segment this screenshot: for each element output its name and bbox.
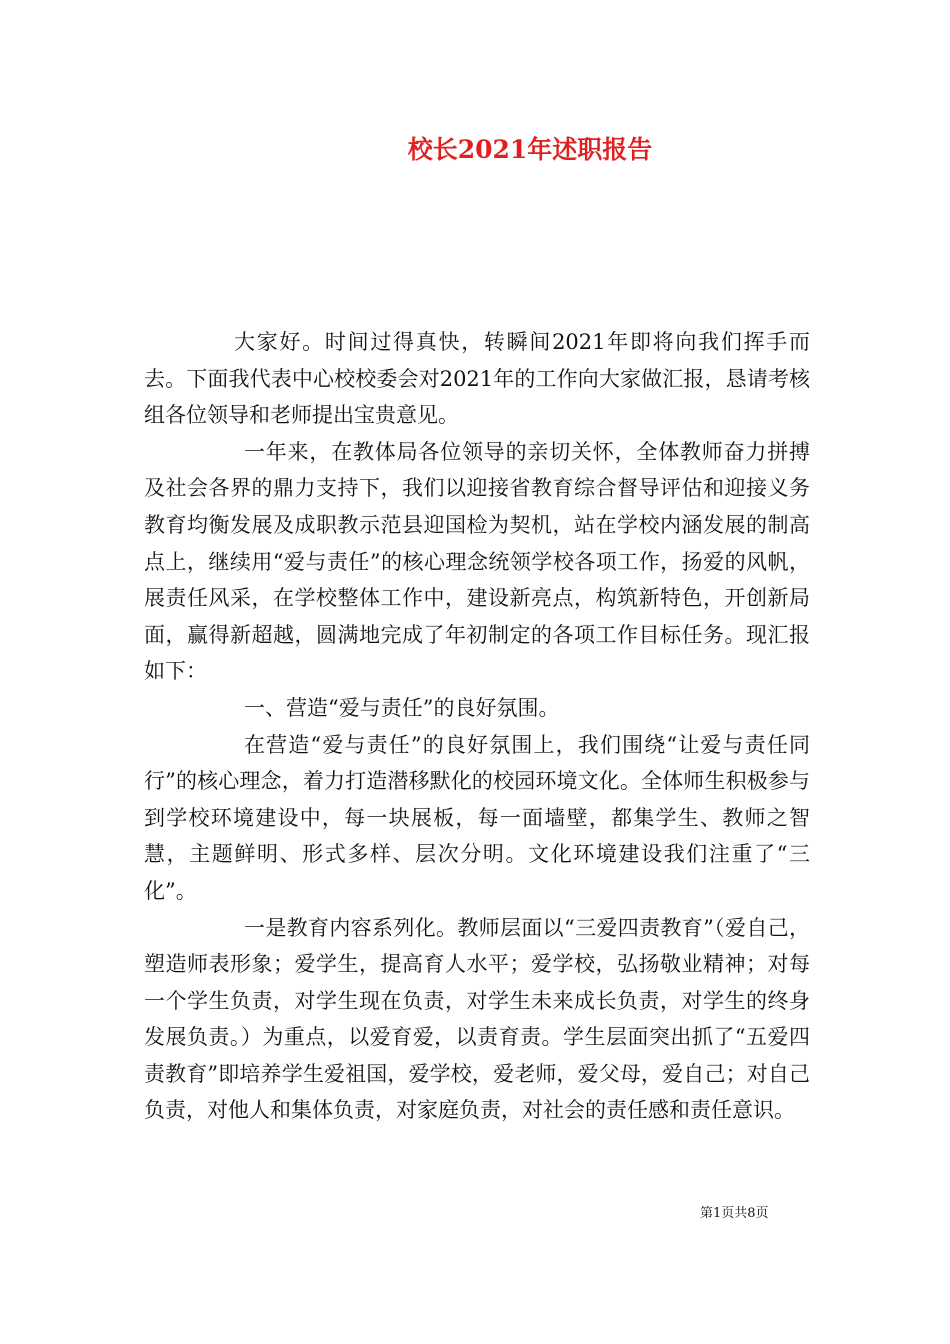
section-heading: 一、营造“爱与责任”的良好氛围。: [244, 695, 560, 720]
document-title: 校长2021年述职报告: [407, 135, 653, 164]
paragraph-overview: 一年来，在教体局各位领导的亲切关怀，全体教师奋力拼搏及社会各界的鼎力支持下，我们以迎接省教育综合督导评估和迎接义务教育均衡发展及成职教示范县迎国检为契机，站在学校内涵发展的制高点上，继续用“爱与责任”的核心理念统领学校各项工作，扬爱的风帆，展责任风采，在学校整体工作中，建设新亮点，构筑新特色，开创新局面，赢得新超越，圆满地完成了年初制定的各项工作目标任务。现汇报如下：: [144, 439, 810, 684]
paragraph-education-content: 一是教育内容系列化。教师层面以“三爱四责教育”（爱自己，塑造师表形象；爱学生，提高育人水平；爱学校，弘扬敬业精神；对每一个学生负责，对学生现在负责，对学生未来成长负责，对学生的终身发展负责。）为重点，以爱育爱，以责育责。学生层面突出抓了“五爱四责教育”即培养学生爱祖国，爱学校，爱老师，爱父母，爱自己；对自己负责，对他人和集体负责，对家庭负责，对社会的责任感和责任意识。: [144, 915, 810, 1123]
page-number: 第1页共8页: [700, 1206, 769, 1221]
document-body: [144, 324, 810, 1129]
paragraph-atmosphere: 在营造“爱与责任”的良好氛围上，我们围绕“让爱与责任同行”的核心理念，着力打造潜移默化的校园环境文化。全体师生积极参与到学校环境建设中，每一块展板，每一面墙壁，都集学生、教师之智慧，主题鲜明、形式多样、层次分明。文化环境建设我们注重了“三化”。: [144, 732, 810, 903]
paragraph-greeting: 大家好。时间过得真快，转瞬间2021年即将向我们挥手而去。下面我代表中心校校委会对2021年的工作向大家做汇报，恳请考核组各位领导和老师提出宝贵意见。: [144, 330, 810, 428]
